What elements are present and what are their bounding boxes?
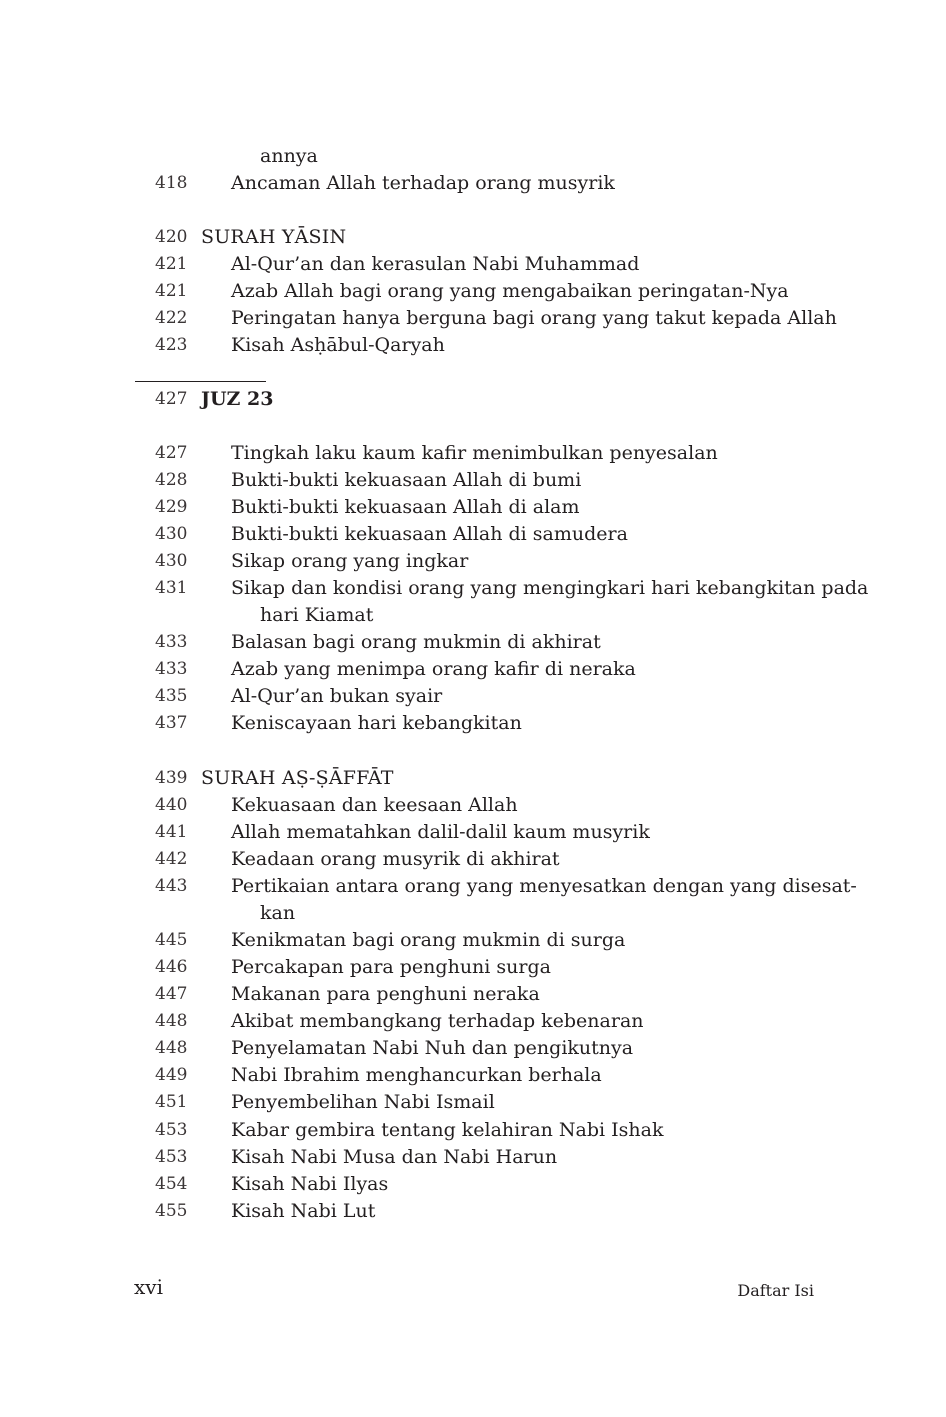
page-number: 429 (155, 497, 188, 517)
entry-title: Penyelamatan Nabi Nuh dan pengikutnya (231, 1037, 634, 1059)
toc-entry (0, 873, 946, 900)
page-number: 445 (155, 930, 188, 950)
page-number: 448 (155, 1038, 188, 1058)
entry-title: Bukti-bukti kekuasaan Allah di bumi (231, 469, 582, 491)
page-number: 455 (155, 1201, 188, 1221)
juz-divider-rule (135, 381, 266, 382)
page-number: 428 (155, 470, 188, 490)
toc-entry (0, 143, 946, 170)
entry-title: Penyembelihan Nabi Ismail (231, 1091, 495, 1113)
toc-entry (0, 170, 946, 197)
page-number: 430 (155, 551, 188, 571)
toc-entry (0, 1171, 946, 1198)
page-number: 437 (155, 713, 188, 733)
entry-title: Bukti-bukti kekuasaan Allah di samudera (231, 523, 628, 545)
toc-entry (0, 846, 946, 873)
page-number: 454 (155, 1174, 188, 1194)
page-number: 427 (155, 443, 188, 463)
entry-title: Kisah Nabi Musa dan Nabi Harun (231, 1146, 558, 1168)
folio-page-label: xvi (134, 1275, 163, 1299)
toc-entry (0, 981, 946, 1008)
toc-entry (0, 440, 946, 467)
entry-title: Tingkah laku kaum kafir menimbulkan penyesalan (231, 442, 718, 464)
page-number: 442 (155, 849, 188, 869)
toc-entry (0, 1117, 946, 1144)
toc-entry (0, 1089, 946, 1116)
entry-title: Keniscayaan hari kebangkitan (231, 712, 522, 734)
toc-entry (0, 819, 946, 846)
page-number: 447 (155, 984, 188, 1004)
toc-entry (0, 1062, 946, 1089)
toc-entry (0, 467, 946, 494)
page-number: 423 (155, 335, 188, 355)
toc-entry (0, 332, 946, 359)
entry-title: Kabar gembira tentang kelahiran Nabi Ishak (231, 1119, 664, 1141)
page-number: 449 (155, 1065, 188, 1085)
surah-heading (0, 224, 946, 251)
entry-title: Azab Allah bagi orang yang mengabaikan peringatan-Nya (231, 280, 789, 302)
entry-title: Kisah Nabi Ilyas (231, 1173, 389, 1195)
entry-title: Balasan bagi orang mukmin di akhirat (231, 631, 601, 653)
surah-title: SURAH AṢ-ṢĀFFĀT (201, 767, 394, 789)
toc-entry (0, 792, 946, 819)
surah-heading (0, 765, 946, 792)
toc-entry (0, 629, 946, 656)
entry-title: kan (260, 902, 296, 924)
page-number: 451 (155, 1092, 188, 1112)
toc-entry (0, 494, 946, 521)
toc-entry (0, 305, 946, 332)
surah-title: SURAH YĀSIN (201, 226, 347, 248)
toc-entry (0, 521, 946, 548)
entry-title: Kisah Nabi Lut (231, 1200, 376, 1222)
toc-entry (0, 548, 946, 575)
page-number: 422 (155, 308, 188, 328)
toc-entry (0, 954, 946, 981)
toc-entry (0, 575, 946, 602)
entry-title: Sikap dan kondisi orang yang mengingkari hari kebangkitan pada (231, 577, 869, 599)
entry-title: Al-Qur’an dan kerasulan Nabi Muhammad (231, 253, 640, 275)
page-number: 421 (155, 254, 188, 274)
entry-title: Peringatan hanya berguna bagi orang yang takut kepada Allah (231, 307, 837, 329)
toc-entry (0, 710, 946, 737)
toc-entry (0, 1035, 946, 1062)
entry-title: Ancaman Allah terhadap orang musyrik (231, 172, 615, 194)
page-number: 431 (155, 578, 188, 598)
page-number: 441 (155, 822, 188, 842)
page-number: 435 (155, 686, 188, 706)
page-number: 420 (155, 227, 188, 247)
toc-entry (0, 683, 946, 710)
entry-title: Azab yang menimpa orang kafir di neraka (231, 658, 636, 680)
page-number: 433 (155, 659, 188, 679)
page-number: 443 (155, 876, 188, 896)
juz-heading (0, 386, 946, 413)
page-number: 453 (155, 1147, 188, 1167)
page-number: 427 (155, 389, 188, 409)
entry-title: Kisah Asḥābul-Qaryah (231, 334, 445, 356)
page-number: 448 (155, 1011, 188, 1031)
entry-title: Akibat membangkang terhadap kebenaran (231, 1010, 644, 1032)
toc-entry (0, 278, 946, 305)
entry-title: Makanan para penghuni neraka (231, 983, 540, 1005)
page-number: 453 (155, 1120, 188, 1140)
entry-title: Allah mematahkan dalil-dalil kaum musyrik (231, 821, 650, 843)
toc-entry-continuation (0, 900, 946, 927)
running-footer-section: Daftar Isi (737, 1281, 814, 1300)
toc-entry-continuation (0, 602, 946, 629)
juz-title: JUZ 23 (201, 388, 274, 410)
entry-title: Kekuasaan dan keesaan Allah (231, 794, 518, 816)
entry-title: Pertikaian antara orang yang menyesatkan dengan yang disesat- (231, 875, 857, 897)
page-number: 439 (155, 768, 188, 788)
entry-title: Kenikmatan bagi orang mukmin di surga (231, 929, 626, 951)
page-number: 433 (155, 632, 188, 652)
page-number: 440 (155, 795, 188, 815)
toc-entry (0, 1008, 946, 1035)
entry-title: Nabi Ibrahim menghancurkan berhala (231, 1064, 602, 1086)
page-number: 446 (155, 957, 188, 977)
page-number: 430 (155, 524, 188, 544)
entry-title: Keadaan orang musyrik di akhirat (231, 848, 560, 870)
entry-title: annya (260, 145, 318, 167)
entry-title: Sikap orang yang ingkar (231, 550, 469, 572)
entry-title: Bukti-bukti kekuasaan Allah di alam (231, 496, 580, 518)
entry-title: Al-Qur’an bukan syair (231, 685, 443, 707)
toc-entry (0, 656, 946, 683)
toc-entry (0, 927, 946, 954)
toc-entry (0, 1144, 946, 1171)
toc-entry (0, 251, 946, 278)
entry-title: hari Kiamat (260, 604, 374, 626)
toc-entry (0, 1198, 946, 1225)
page-number: 421 (155, 281, 188, 301)
entry-title: Percakapan para penghuni surga (231, 956, 551, 978)
page-number: 418 (155, 173, 188, 193)
